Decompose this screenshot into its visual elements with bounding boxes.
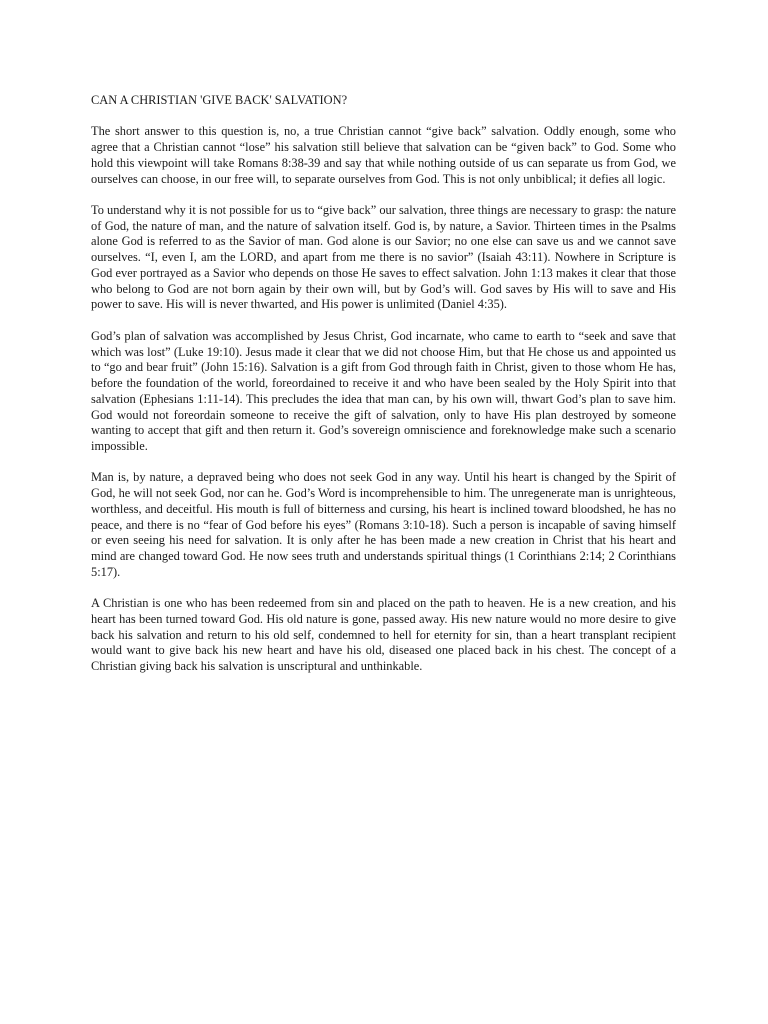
- document-page: [91, 93, 676, 691]
- paragraph-4: Man is, by nature, a depraved being who does not seek God in any way. Until his heart is changed by the Spirit of God, he will not seek God, nor can he. God’s Word is incomprehensible to him. The unregenerate man is unrighteous, worthless, and deceitful. His mouth is full of bitterness and cursing, his heart is inclined toward bloodshed, he has no peace, and there is no “fear of God before his eyes” (Romans 3:10-18). Such a person is incapable of saving himself or even seeing his need for salvation. It is only after he has been made a new creation in Christ that his heart and mind are changed toward God. He now sees truth and understands spiritual things (1 Corinthians 2:14; 2 Corinthians 5:17).: [91, 470, 676, 579]
- document-title: CAN A CHRISTIAN 'GIVE BACK' SALVATION?: [91, 93, 348, 107]
- paragraph-2: To understand why it is not possible for us to “give back” our salvation, three things are necessary to grasp: the nature of God, the nature of man, and the nature of salvation itself. God is, by nature, a Savior. Thirteen times in the Psalms alone God is referred to as the Savior of man. God alone is our Savior; no one else can save us and we cannot save ourselves. “I, even I, am the LORD, and apart from me there is no savior” (Isaiah 43:11). Nowhere in Scripture is God ever portrayed as a Savior who depends on those He saves to effect salvation. John 1:13 makes it clear that those who belong to God are not born again by their own will, but by God’s will. God saves by His will to save and His power to save. His will is never thwarted, and His power is unlimited (Daniel 4:35).: [91, 202, 676, 312]
- paragraph-5: A Christian is one who has been redeemed from sin and placed on the path to heaven. He is a new creation, and his heart has been turned toward God. His old nature is gone, passed away. His new nature would no more desire to give back his salvation and return to his old self, condemned to hell for eternity for sin, than a heart transplant recipient would want to give back his new heart and have his old, diseased one placed back in his chest. The concept of a Christian giving back his salvation is unscriptural and unthinkable.: [91, 596, 676, 674]
- paragraph-3: God’s plan of salvation was accomplished by Jesus Christ, God incarnate, who came to earth to “seek and save that which was lost” (Luke 19:10). Jesus made it clear that we did not choose Him, but that He chose us and appointed us to “go and bear fruit” (John 15:16). Salvation is a gift from God through faith in Christ, given to those whom He has, before the foundation of the world, foreordained to receive it and who have been sealed by the Holy Spirit into that salvation (Ephesians 1:11-14). This precludes the idea that man can, by his own will, thwart God’s plan to save him. God would not foreordain someone to receive the gift of salvation, only to have His plan destroyed by someone wanting to accept that gift and then return it. God’s sovereign omniscience and foreknowledge make such a scenario impossible.: [91, 328, 676, 454]
- paragraph-1: The short answer to this question is, no, a true Christian cannot “give back” salvation. Oddly enough, some who agree that a Christian cannot “lose” his salvation still believe that salvation can be “given back” to God. Some who hold this viewpoint will take Romans 8:38-39 and say that while nothing outside of us can separate us from God, we ourselves can choose, in our free will, to separate ourselves from God. This is not only unbiblical; it defies all logic.: [91, 124, 676, 186]
